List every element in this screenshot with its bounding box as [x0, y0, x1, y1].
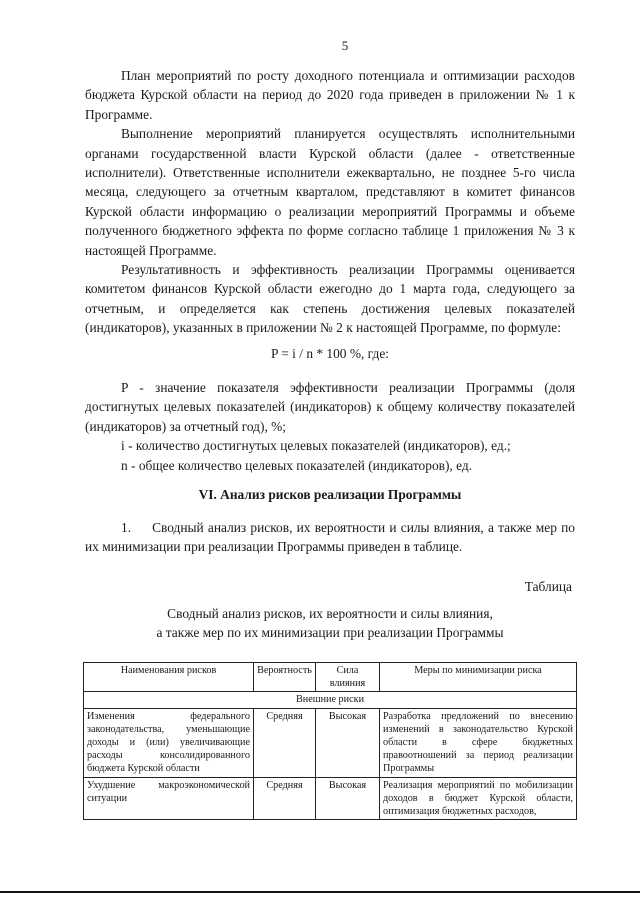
- cell-risk: Изменения федерального законодательства, уменьшающие доходы и (или) увеличивающие расходы консолидированного бюджета Курской области: [84, 708, 254, 777]
- table-row: [84, 708, 577, 777]
- cell-impact: Высокая: [316, 708, 380, 777]
- group-external-risks: Внешние риски: [84, 692, 577, 708]
- cell-measures: Разработка предложений по внесению изменений в законодательство Курской области в сфере бюджетных правоотношений за период реализации Программы: [380, 708, 577, 777]
- paragraph-plan: План мероприятий по росту доходного потенциала и оптимизации расходов бюджета Курской области на период до 2020 года приведен в приложении № 1 к Программе.: [85, 68, 575, 122]
- definition-p: P - значение показателя эффективности реализации Программы (доля достигнутых целевых показателей (индикаторов) к общему количеству показателей (индикаторов) за отчетный год), %;: [85, 380, 575, 434]
- cell-impact: Высокая: [316, 777, 380, 820]
- intro-paragraphs: [85, 66, 575, 338]
- page-bottom-mask: [0, 872, 640, 905]
- cell-measures: Реализация мероприятий по мобилизации доходов в бюджет Курской области, оптимизация бюджетных расходов,: [380, 777, 577, 820]
- section-paragraph: 1. Сводный анализ рисков, их вероятности и силы влияния, а также мер по их минимизации при реализации Программы приведен в таблице.: [85, 520, 579, 555]
- formula-definitions: [85, 378, 575, 475]
- cell-probability: Средняя: [254, 777, 316, 820]
- formula: P = i / n * 100 %, где:: [270, 346, 389, 361]
- table-label: Таблица: [524, 579, 572, 594]
- table-caption-line-1: Сводный анализ рисков, их вероятности и силы влияния,: [167, 606, 493, 621]
- cell-probability: Средняя: [254, 708, 316, 777]
- risks-table: [83, 662, 577, 820]
- paragraph-efficiency: Результативность и эффективность реализации Программы оценивается комитетом финансов Курской области ежегодно до 1 марта года, следующего за отчетным, и определяется как степень достижения целевых показателей (индикаторов), указанных в приложении № 2 к настоящей Программе, по формуле:: [85, 262, 575, 336]
- page-number: 5: [341, 38, 349, 53]
- paragraph-execution: Выполнение мероприятий планируется осуществлять исполнительными органами государственной власти Курской области (далее - ответственные исполнители). Ответственные исполнители ежеквартально, не позднее 5-го числа месяца, следующего за отчетным кварталом, представляют в комитет финансов Курской области информацию о реализации мероприятий Программы и объеме полученного бюджетного эффекта по форме согласно таблице 1 приложения № 3 к настоящей Программе.: [85, 126, 575, 258]
- table-caption: [85, 604, 575, 643]
- table-row: [84, 777, 577, 820]
- table-caption-line-2: а также мер по их минимизации при реализации Программы: [156, 625, 504, 641]
- header-risk-names: Наименования рисков: [84, 663, 254, 692]
- table-group-row: [84, 692, 577, 708]
- header-measures: Меры по минимизации риска: [380, 663, 577, 692]
- scan-edge-line: [0, 891, 640, 893]
- section-heading: VI. Анализ рисков реализации Программы: [198, 487, 462, 502]
- definition-n: n - общее количество целевых показателей (индикаторов), ед.: [121, 457, 473, 473]
- header-probability: Вероятность: [254, 663, 316, 692]
- header-impact: Сила влияния: [316, 663, 380, 692]
- table-header-row: [84, 663, 577, 692]
- section-paragraph-block: [85, 518, 579, 557]
- definition-i: i - количество достигнутых целевых показателей (индикаторов), ед.;: [121, 438, 511, 454]
- cell-risk: Ухудшение макроэкономической ситуации: [84, 777, 254, 820]
